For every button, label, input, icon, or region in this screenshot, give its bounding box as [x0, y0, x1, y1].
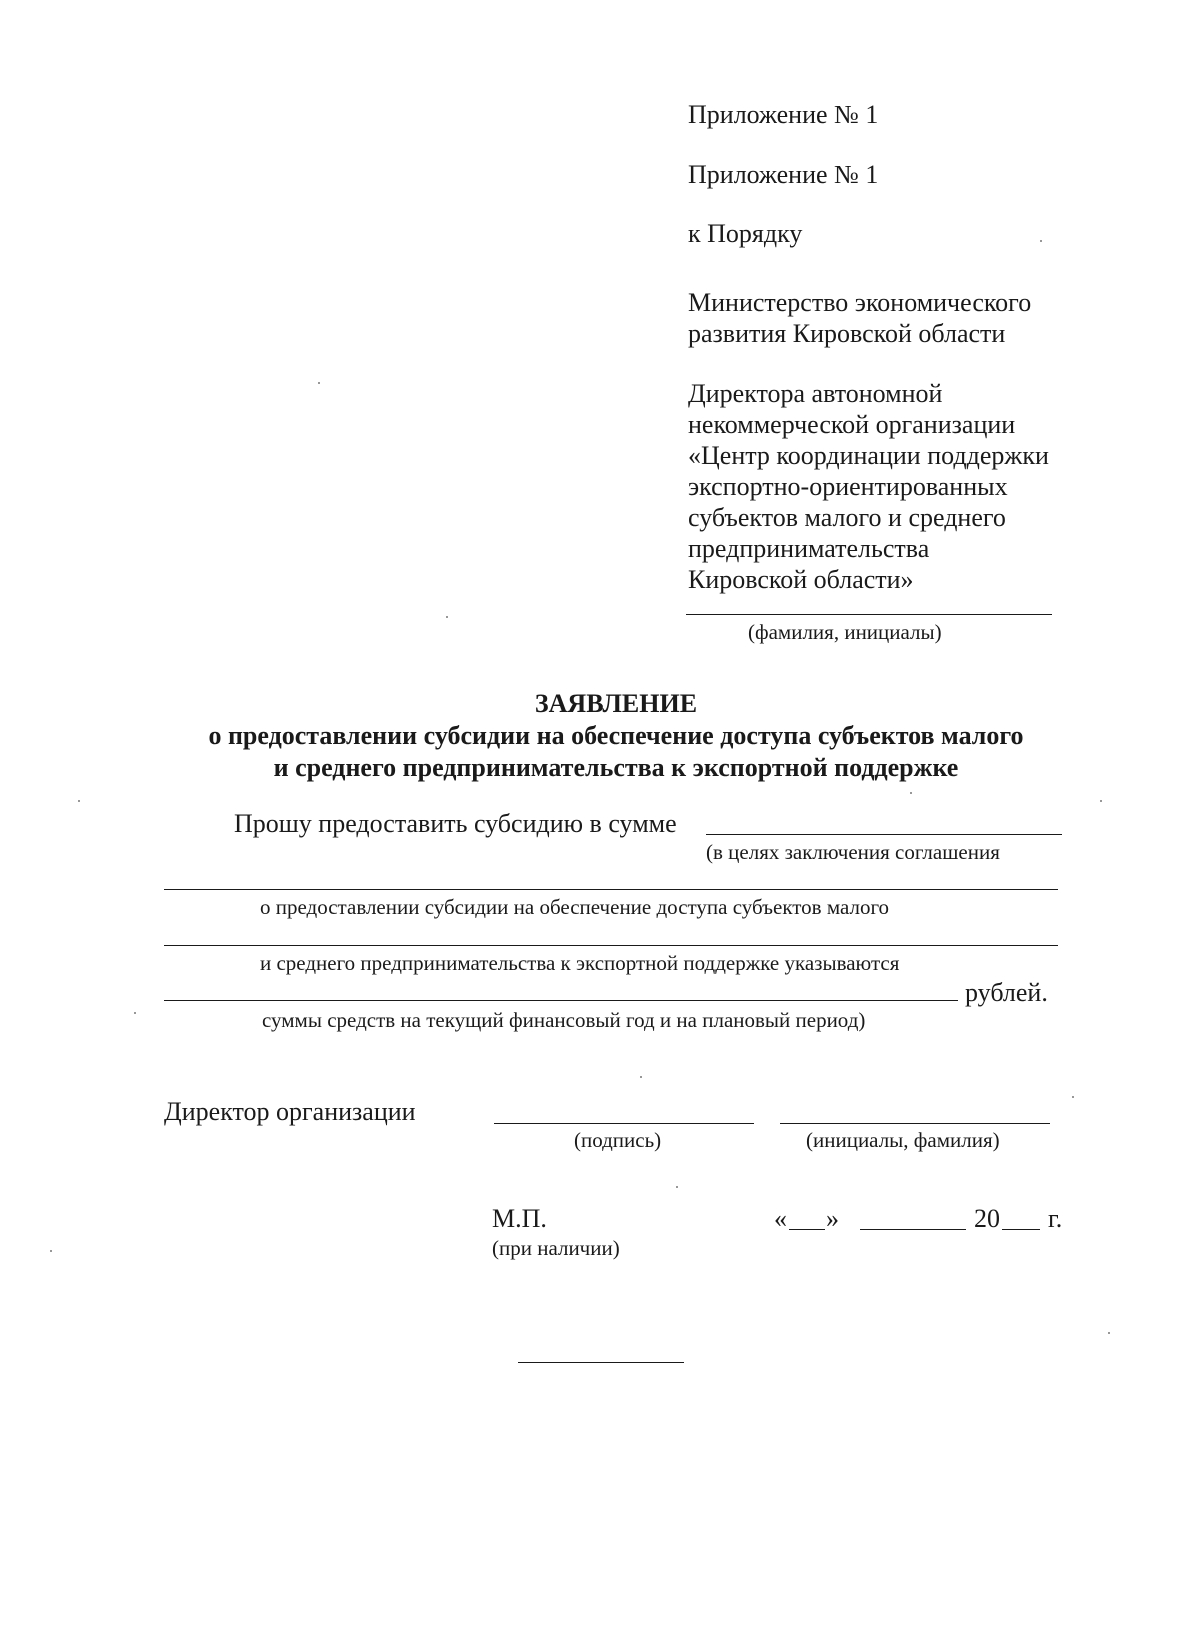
scan-speck — [910, 792, 912, 794]
signature-caption: (подпись) — [574, 1128, 662, 1152]
signer-name-line[interactable] — [780, 1123, 1050, 1124]
addressee-line: предпринимательства — [688, 534, 930, 563]
scan-speck — [1100, 800, 1102, 802]
annex-label-1: Приложение № 1 — [688, 100, 879, 129]
addressee-line: субъектов малого и среднего — [688, 503, 1006, 532]
date-month-line[interactable] — [860, 1229, 966, 1230]
addressee-name-caption: (фамилия, инициалы) — [748, 620, 942, 644]
addressee-line: Директора автономной — [688, 379, 943, 408]
year-suffix: г. — [1048, 1204, 1063, 1233]
signer-name-caption: (инициалы, фамилия) — [806, 1128, 1000, 1152]
year-prefix: 20 — [974, 1204, 1000, 1233]
ministry-block — [688, 287, 1031, 349]
date-open-quote: « — [774, 1204, 787, 1233]
scan-speck — [640, 1076, 642, 1078]
date-year-line[interactable] — [1002, 1229, 1040, 1230]
ministry-line: Министерство экономического — [688, 288, 1032, 317]
amount-continuation-line-2[interactable] — [164, 945, 1058, 946]
amount-note-line-4: суммы средств на текущий финансовый год и на плановый период) — [262, 1008, 866, 1032]
amount-continuation-line-3[interactable] — [164, 1000, 958, 1001]
amount-note-line-2: о предоставлении субсидии на обеспечение доступа субъектов малого — [260, 895, 890, 919]
scan-speck — [446, 616, 448, 618]
amount-field-line[interactable] — [706, 834, 1062, 835]
addressee-line: некоммерческой организации — [688, 410, 1016, 439]
signature-line[interactable] — [494, 1123, 754, 1124]
scan-speck — [1108, 1332, 1110, 1334]
amount-note-line-1: (в целях заключения соглашения — [706, 840, 1000, 864]
scan-speck — [1040, 240, 1042, 242]
title-line-2: и среднего предпринимательства к экспортной поддержке — [273, 753, 959, 782]
request-text: Прошу предоставить субсидию в сумме — [234, 809, 677, 838]
scan-speck — [318, 382, 320, 384]
title-heading: ЗАЯВЛЕНИЕ — [534, 689, 698, 718]
stamp-label: М.П. — [492, 1204, 547, 1233]
scan-speck — [78, 800, 80, 802]
scan-speck — [50, 1250, 52, 1252]
title-line-1: о предоставлении субсидии на обеспечение доступа субъектов малого — [208, 721, 1024, 750]
closing-divider — [518, 1362, 684, 1363]
ministry-line: развития Кировской области — [688, 319, 1006, 348]
addressee-block — [688, 378, 1049, 595]
addressee-line: «Центр координации поддержки — [688, 441, 1049, 470]
scan-speck — [676, 1186, 678, 1188]
amount-continuation-line-1[interactable] — [164, 889, 1058, 890]
scan-speck — [134, 1012, 136, 1014]
amount-note-line-3: и среднего предпринимательства к экспортной поддержке указываются — [260, 951, 900, 975]
addressee-line: Кировской области» — [688, 565, 914, 594]
scan-speck — [1072, 1096, 1074, 1098]
addressee-name-line — [686, 614, 1052, 615]
order-reference: к Порядку — [688, 219, 803, 248]
annex-label-2: Приложение № 1 — [688, 160, 879, 189]
date-day-line[interactable] — [789, 1229, 825, 1230]
director-role-label: Директор организации — [164, 1097, 416, 1126]
stamp-note: (при наличии) — [492, 1236, 620, 1260]
addressee-line: экспортно-ориентированных — [688, 472, 1008, 501]
document-title — [100, 688, 1132, 784]
currency-label: рублей. — [965, 978, 1048, 1007]
date-close-quote: » — [826, 1204, 839, 1233]
